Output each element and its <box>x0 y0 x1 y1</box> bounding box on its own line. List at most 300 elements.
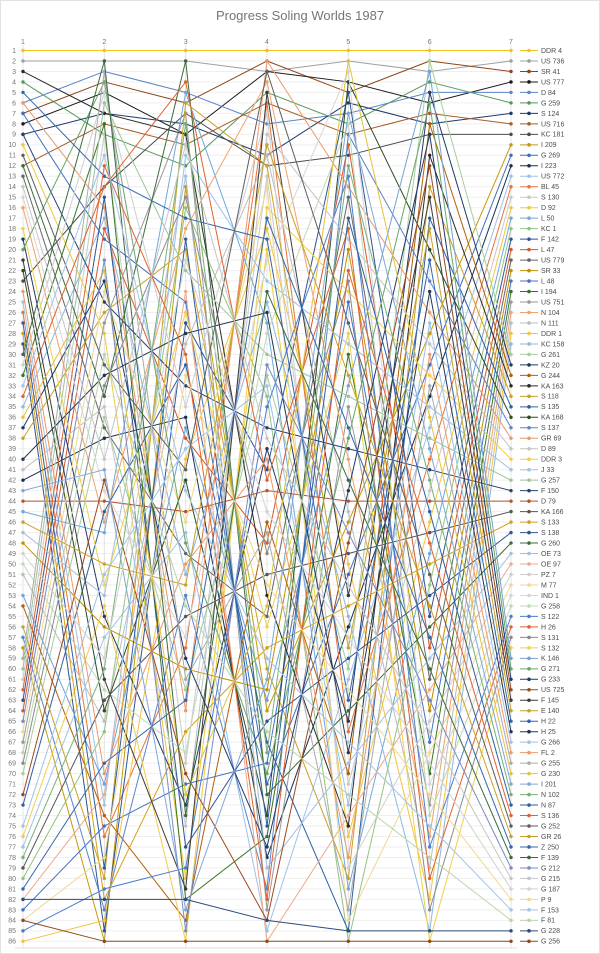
svg-text:80: 80 <box>8 875 16 883</box>
legend-label: BL 45 <box>541 184 560 192</box>
legend-label: F 81 <box>541 917 556 925</box>
legend-item-gr-69 <box>520 436 561 443</box>
legend-item-z-250 <box>520 844 559 851</box>
svg-text:50: 50 <box>8 561 16 569</box>
legend-item-g-266 <box>520 740 560 747</box>
svg-text:36: 36 <box>8 414 16 422</box>
legend-label: S 138 <box>541 529 560 537</box>
legend-marker-dot <box>527 499 531 503</box>
legend-item-ddr-4 <box>520 48 562 55</box>
legend-marker-dot <box>527 782 531 786</box>
legend-label: S 130 <box>541 194 560 202</box>
legend-marker-dot <box>527 112 531 116</box>
svg-text:10: 10 <box>8 142 16 150</box>
svg-text:24: 24 <box>8 288 16 296</box>
legend-item-d-89 <box>520 446 556 453</box>
svg-text:45: 45 <box>8 509 16 517</box>
legend-marker-dot <box>527 185 531 189</box>
legend-label: SR 41 <box>541 68 561 76</box>
legend-label: F 153 <box>541 907 559 915</box>
svg-text:75: 75 <box>8 823 16 831</box>
legend-item-f-81 <box>520 918 555 925</box>
svg-text:78: 78 <box>8 854 16 862</box>
legend-label: GR 69 <box>541 435 562 443</box>
legend-label: P 9 <box>541 896 552 904</box>
legend-marker-dot <box>527 436 531 440</box>
legend-item-s-118 <box>520 394 559 401</box>
svg-text:37: 37 <box>8 425 16 433</box>
legend-item-g-244 <box>520 373 560 380</box>
legend-label: J 33 <box>541 467 555 475</box>
legend-item-s-131 <box>520 635 559 642</box>
legend-item-g-228 <box>520 928 560 935</box>
legend-item-g-260 <box>520 540 560 547</box>
legend-item-f-153 <box>520 907 559 914</box>
svg-text:21: 21 <box>8 257 16 265</box>
legend-label: IND 1 <box>541 592 559 600</box>
legend-item-p-9 <box>520 897 551 904</box>
svg-text:62: 62 <box>8 687 16 695</box>
legend-marker-dot <box>527 615 531 619</box>
legend-item-g-255 <box>520 761 560 768</box>
legend-item-pz-7 <box>520 572 556 579</box>
legend-label: S 132 <box>541 645 560 653</box>
legend-item-s-138 <box>520 530 559 537</box>
svg-text:9: 9 <box>12 131 16 139</box>
legend-marker-dot <box>527 510 531 514</box>
legend-marker-dot <box>527 311 531 315</box>
legend-item-oe-73 <box>520 551 561 558</box>
svg-text:60: 60 <box>8 666 16 674</box>
legend-item-s-124 <box>520 111 559 118</box>
legend-item-g-256 <box>520 939 560 946</box>
svg-text:52: 52 <box>8 582 16 590</box>
legend-marker-dot <box>527 279 531 283</box>
legend-marker-dot <box>527 761 531 765</box>
svg-text:8: 8 <box>12 121 16 129</box>
legend-marker-dot <box>527 793 531 797</box>
svg-text:66: 66 <box>8 729 16 737</box>
svg-text:46: 46 <box>8 519 16 527</box>
svg-text:13: 13 <box>8 173 16 181</box>
legend-item-sr-33 <box>520 268 561 275</box>
legend-marker-dot <box>527 384 531 388</box>
legend-item-s-130 <box>520 195 559 202</box>
legend-label: G 212 <box>541 865 561 873</box>
svg-text:65: 65 <box>8 718 16 726</box>
legend-label: DDR 1 <box>541 330 563 338</box>
svg-text:76: 76 <box>8 833 16 841</box>
svg-text:70: 70 <box>8 771 16 779</box>
legend-marker-dot <box>527 227 531 231</box>
legend-item-l-50 <box>520 216 554 223</box>
legend-item-s-136 <box>520 813 559 820</box>
legend-marker-dot <box>527 478 531 482</box>
legend-marker-dot <box>527 468 531 472</box>
svg-text:69: 69 <box>8 760 16 768</box>
legend-item-us-751 <box>520 299 564 306</box>
legend-marker-dot <box>527 719 531 723</box>
legend-label: KC 1 <box>541 226 557 234</box>
legend-label: FL 2 <box>541 750 555 758</box>
legend-item-us-777 <box>520 79 564 86</box>
legend-item-ka-166 <box>520 509 564 516</box>
svg-text:38: 38 <box>8 435 16 443</box>
legend-label: F 139 <box>541 854 559 862</box>
svg-text:81: 81 <box>8 886 16 894</box>
legend-label: S 137 <box>541 425 560 433</box>
svg-text:53: 53 <box>8 592 16 600</box>
legend-marker-dot <box>527 845 531 849</box>
legend-marker-dot <box>527 520 531 524</box>
legend-label: E 140 <box>541 708 560 716</box>
legend-marker-dot <box>527 59 531 63</box>
legend-item-sr-41 <box>520 69 561 76</box>
legend-marker-dot <box>527 248 531 252</box>
legend-marker-dot <box>527 133 531 137</box>
svg-text:6: 6 <box>12 100 16 108</box>
legend-marker-dot <box>527 940 531 944</box>
legend-item-g-187 <box>520 886 560 893</box>
legend-marker-dot <box>527 290 531 294</box>
legend-marker-dot <box>527 803 531 807</box>
legend-item-g-212 <box>520 865 560 872</box>
svg-text:49: 49 <box>8 550 16 558</box>
legend-marker-dot <box>527 688 531 692</box>
legend-marker-dot <box>527 887 531 891</box>
legend-marker-dot <box>527 447 531 451</box>
legend-label: G 244 <box>541 372 561 380</box>
legend-item-gr-26 <box>520 834 561 841</box>
legend-item-i-194 <box>520 289 557 296</box>
svg-text:1: 1 <box>21 39 25 46</box>
legend-item-fl-2 <box>520 750 555 757</box>
svg-text:82: 82 <box>8 896 16 904</box>
svg-text:84: 84 <box>8 917 16 925</box>
legend <box>520 48 564 946</box>
x-axis-race-labels <box>21 39 513 46</box>
legend-marker-dot <box>527 489 531 493</box>
legend-label: G 269 <box>541 152 561 160</box>
legend-marker-dot <box>527 342 531 346</box>
legend-marker-dot <box>527 866 531 870</box>
svg-text:18: 18 <box>8 226 16 234</box>
legend-item-kc-1 <box>520 226 557 233</box>
legend-item-g-269 <box>520 153 560 160</box>
legend-label: G 256 <box>541 938 561 946</box>
legend-marker-dot <box>527 709 531 713</box>
legend-item-d-92 <box>520 205 556 212</box>
svg-text:35: 35 <box>8 404 16 412</box>
legend-label: F 150 <box>541 488 559 496</box>
legend-marker-dot <box>527 154 531 158</box>
legend-label: M 77 <box>541 582 557 590</box>
legend-marker-dot <box>527 667 531 671</box>
legend-item-f-142 <box>520 237 559 244</box>
legend-label: S 124 <box>541 110 560 118</box>
legend-item-g-215 <box>520 876 560 883</box>
legend-marker-dot <box>527 101 531 105</box>
legend-item-h-26 <box>520 624 556 631</box>
legend-label: G 233 <box>541 676 561 684</box>
svg-text:57: 57 <box>8 634 16 642</box>
svg-text:1: 1 <box>12 47 16 55</box>
svg-text:67: 67 <box>8 739 16 747</box>
legend-marker-dot <box>527 164 531 168</box>
legend-marker-dot <box>527 583 531 587</box>
legend-label: F 142 <box>541 236 559 244</box>
legend-label: DDR 4 <box>541 47 563 55</box>
legend-marker-dot <box>527 877 531 881</box>
legend-item-e-140 <box>520 708 559 715</box>
legend-item-us-716 <box>520 121 564 128</box>
y-axis-rank-labels <box>8 48 16 946</box>
legend-label: I 223 <box>541 163 557 171</box>
legend-label: KC 158 <box>541 341 565 349</box>
legend-marker-dot <box>527 143 531 147</box>
legend-item-f-139 <box>520 855 559 862</box>
legend-marker-dot <box>527 353 531 357</box>
svg-text:7: 7 <box>12 110 16 118</box>
legend-label: PZ 7 <box>541 571 556 579</box>
svg-text:77: 77 <box>8 844 16 852</box>
legend-label: N 87 <box>541 802 556 810</box>
legend-marker-dot <box>527 814 531 818</box>
legend-label: S 136 <box>541 812 560 820</box>
legend-label: S 131 <box>541 634 560 642</box>
legend-label: K 146 <box>541 655 560 663</box>
legend-marker-dot <box>527 174 531 178</box>
legend-item-d-79 <box>520 499 556 506</box>
svg-text:40: 40 <box>8 456 16 464</box>
legend-marker-dot <box>527 321 531 325</box>
legend-item-l-48 <box>520 278 554 285</box>
legend-label: US 716 <box>541 121 565 129</box>
svg-text:33: 33 <box>8 383 16 391</box>
legend-label: Z 250 <box>541 844 559 852</box>
legend-item-n-87 <box>520 802 556 809</box>
legend-marker-dot <box>527 195 531 199</box>
legend-label: KA 166 <box>541 509 564 517</box>
svg-text:32: 32 <box>8 372 16 380</box>
legend-marker-dot <box>527 636 531 640</box>
legend-label: G 257 <box>541 477 561 485</box>
legend-item-s-132 <box>520 645 559 652</box>
legend-marker-dot <box>527 824 531 828</box>
legend-marker-dot <box>527 216 531 220</box>
legend-label: G 255 <box>541 760 561 768</box>
legend-marker-dot <box>527 604 531 608</box>
legend-label: US 725 <box>541 687 565 695</box>
svg-text:2: 2 <box>102 39 107 46</box>
legend-label: DDR 3 <box>541 456 563 464</box>
svg-text:25: 25 <box>8 299 16 307</box>
legend-item-ddr-3 <box>520 457 562 464</box>
legend-label: US 772 <box>541 173 565 181</box>
legend-label: GR 26 <box>541 833 562 841</box>
svg-text:4: 4 <box>12 79 16 87</box>
legend-marker-dot <box>527 562 531 566</box>
svg-text:44: 44 <box>8 498 16 506</box>
legend-label: KA 163 <box>541 383 564 391</box>
legend-item-f-145 <box>520 698 559 705</box>
legend-item-g-271 <box>520 666 560 673</box>
legend-marker-dot <box>527 70 531 74</box>
legend-label: L 50 <box>541 215 555 223</box>
svg-text:3: 3 <box>12 68 16 76</box>
legend-label: D 84 <box>541 89 556 97</box>
legend-label: G 261 <box>541 351 561 359</box>
legend-item-kz-20 <box>520 362 560 369</box>
legend-marker-dot <box>527 363 531 367</box>
svg-text:54: 54 <box>8 603 16 611</box>
legend-item-g-259 <box>520 100 560 107</box>
legend-marker-dot <box>527 772 531 776</box>
legend-item-i-201 <box>520 782 557 789</box>
legend-label: D 92 <box>541 205 556 213</box>
legend-marker-dot <box>527 751 531 755</box>
legend-label: G 228 <box>541 928 561 936</box>
legend-item-h-22 <box>520 719 556 726</box>
legend-label: OE 97 <box>541 561 561 569</box>
svg-text:19: 19 <box>8 236 16 244</box>
legend-label: F 145 <box>541 697 559 705</box>
svg-text:55: 55 <box>8 613 16 621</box>
svg-text:7: 7 <box>509 39 513 46</box>
legend-item-n-104 <box>520 310 560 317</box>
legend-marker-dot <box>527 657 531 661</box>
legend-label: G 230 <box>541 771 561 779</box>
legend-item-g-257 <box>520 478 560 485</box>
legend-marker-dot <box>527 929 531 933</box>
svg-text:47: 47 <box>8 529 16 537</box>
legend-label: KZ 20 <box>541 362 560 370</box>
legend-marker-dot <box>527 416 531 420</box>
svg-text:14: 14 <box>8 184 16 192</box>
svg-text:73: 73 <box>8 802 16 810</box>
legend-marker-dot <box>527 80 531 84</box>
legend-item-oe-97 <box>520 561 561 568</box>
legend-item-ddr-1 <box>520 331 562 338</box>
legend-item-k-146 <box>520 656 559 663</box>
legend-item-g-258 <box>520 603 560 610</box>
legend-label: L 48 <box>541 278 555 286</box>
legend-item-g-261 <box>520 352 560 359</box>
legend-label: D 79 <box>541 498 556 506</box>
svg-text:22: 22 <box>8 267 16 275</box>
legend-marker-dot <box>527 698 531 702</box>
legend-marker-dot <box>527 730 531 734</box>
legend-label: G 258 <box>541 603 561 611</box>
legend-marker-dot <box>527 258 531 262</box>
legend-label: US 777 <box>541 79 565 87</box>
legend-marker-dot <box>527 625 531 629</box>
chart-title: Progress Soling Worlds 1987 <box>215 8 385 23</box>
legend-label: SR 33 <box>541 267 561 275</box>
legend-marker-dot <box>527 237 531 241</box>
legend-marker-dot <box>527 206 531 210</box>
legend-marker-dot <box>527 646 531 650</box>
svg-text:2: 2 <box>12 58 16 66</box>
legend-marker-dot <box>527 405 531 409</box>
legend-item-i-209 <box>520 142 557 149</box>
legend-item-us-725 <box>520 687 564 694</box>
legend-label: N 111 <box>541 320 559 328</box>
legend-label: US 751 <box>541 299 565 307</box>
svg-text:42: 42 <box>8 477 16 485</box>
legend-label: D 89 <box>541 446 556 454</box>
svg-text:3: 3 <box>183 39 188 46</box>
legend-label: G 266 <box>541 739 561 747</box>
legend-marker-dot <box>527 898 531 902</box>
legend-label: S 133 <box>541 519 560 527</box>
legend-item-f-150 <box>520 488 559 495</box>
svg-text:43: 43 <box>8 488 16 496</box>
svg-text:31: 31 <box>8 362 16 370</box>
bump-chart-canvas <box>1 1 600 954</box>
svg-text:56: 56 <box>8 624 16 632</box>
legend-item-g-230 <box>520 771 560 778</box>
legend-marker-dot <box>527 122 531 126</box>
svg-text:51: 51 <box>8 571 16 579</box>
svg-text:72: 72 <box>8 791 16 799</box>
svg-text:68: 68 <box>8 750 16 758</box>
svg-text:11: 11 <box>8 152 16 160</box>
legend-marker-dot <box>527 919 531 923</box>
legend-label: OE 73 <box>541 550 561 558</box>
legend-label: KC 181 <box>541 131 565 139</box>
svg-text:20: 20 <box>8 247 16 255</box>
svg-text:63: 63 <box>8 697 16 705</box>
svg-text:16: 16 <box>8 205 16 213</box>
legend-label: S 135 <box>541 404 560 412</box>
legend-label: G 215 <box>541 875 561 883</box>
legend-label: G 260 <box>541 540 561 548</box>
legend-item-ka-168 <box>520 415 564 422</box>
legend-item-us-779 <box>520 258 564 265</box>
svg-text:79: 79 <box>8 865 16 873</box>
svg-text:30: 30 <box>8 351 16 359</box>
svg-text:85: 85 <box>8 928 16 936</box>
svg-text:58: 58 <box>8 645 16 653</box>
svg-text:34: 34 <box>8 393 16 401</box>
legend-marker-dot <box>527 269 531 273</box>
legend-marker-dot <box>527 457 531 461</box>
svg-text:27: 27 <box>8 320 16 328</box>
legend-item-ka-163 <box>520 383 564 390</box>
legend-marker-dot <box>527 300 531 304</box>
legend-label: L 47 <box>541 247 555 255</box>
legend-label: US 736 <box>541 58 565 66</box>
legend-item-j-33 <box>520 467 554 474</box>
svg-text:5: 5 <box>346 39 351 46</box>
svg-text:64: 64 <box>8 708 16 716</box>
svg-text:26: 26 <box>8 309 16 317</box>
legend-item-us-772 <box>520 174 564 181</box>
legend-item-g-233 <box>520 677 560 684</box>
legend-label: I 201 <box>541 781 557 789</box>
svg-text:48: 48 <box>8 540 16 548</box>
svg-text:15: 15 <box>8 194 16 202</box>
svg-text:28: 28 <box>8 330 16 338</box>
legend-label: I 209 <box>541 142 557 150</box>
legend-item-s-122 <box>520 614 559 621</box>
svg-text:71: 71 <box>8 781 16 789</box>
svg-text:39: 39 <box>8 446 16 454</box>
legend-item-i-223 <box>520 163 557 170</box>
legend-label: G 271 <box>541 666 561 674</box>
svg-text:23: 23 <box>8 278 16 286</box>
